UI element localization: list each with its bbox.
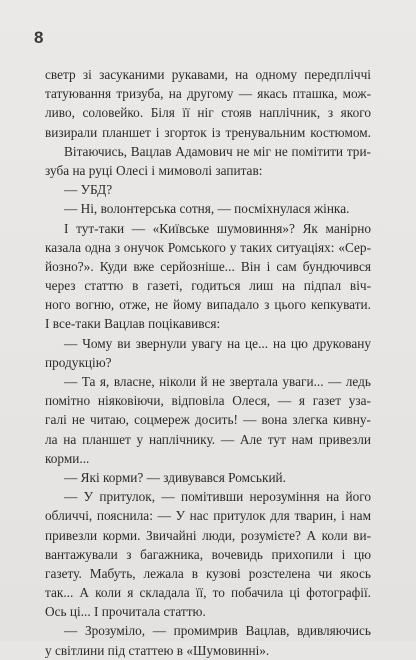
text-line: корми... xyxy=(45,450,90,466)
text-line: І все-таки Вацлав поцікавився: xyxy=(45,316,221,332)
text-line: — Які корми? — здивувався Ромський. xyxy=(64,469,286,485)
text-line: светр зі засуканими рукавами, на одному передпліччі xyxy=(45,67,371,82)
page-number: 8 xyxy=(34,28,44,47)
text-line: визирали планшет і згорток із тренувальним костюмом. xyxy=(45,124,371,140)
text-line: газету. Мабуть, лежала в кузові розстелена чи якось xyxy=(45,565,371,581)
text-line: — УБД? xyxy=(64,182,113,198)
text-line: йозно?». Куди вже серйозніше... Він і сам бундючився xyxy=(45,258,371,274)
text-line: ного вогню, отже, не йому випадало з цього кепкувати. xyxy=(45,297,371,313)
text-line: через статтю в газеті, годиться лиш на підпал віч- xyxy=(45,278,371,294)
text-line: зуба на руці Олесі і мимоволі запитав: xyxy=(45,162,263,178)
text-line: Ось ці... І прочитала статтю. xyxy=(45,604,206,620)
body-text xyxy=(45,65,371,660)
text-line: у світлини під статтею в «Шумовинні». xyxy=(45,642,270,658)
text-line: ливо, соловейко. Біля її ніг стояв наплічник, з якого xyxy=(45,105,371,121)
text-line: — У притулок, — помітивши нерозуміння на його xyxy=(64,489,371,505)
text-line: так... А коли я складала її, то побачила ці фотографії. xyxy=(45,585,371,601)
text-line: — Та я, власне, ніколи й не звертала уваги... — ледь xyxy=(64,374,371,389)
text-line: привезли корми. Звичайні люди, розумієте? А коли ви- xyxy=(45,527,371,543)
text-line: обличчі, пояснила: — У нас притулок для тварин, і нам xyxy=(45,508,371,524)
text-line: татуювання тризуба, на другому — якась пташка, мож- xyxy=(45,86,371,102)
text-line: галі не читаю, соцмереж досить! — вона злегка кивну- xyxy=(45,412,371,428)
text-line: вантажували з багажника, вочевидь прихопили і цю xyxy=(45,546,371,562)
text-line: — Чому ви звернули увагу на це... на цю друковану xyxy=(64,335,371,351)
text-line: продукцію? xyxy=(45,354,112,370)
text-line: Вітаючись, Вацлав Адамович не міг не помітити три- xyxy=(64,143,371,159)
text-line: — Зрозуміло, — промимрив Вацлав, вдивляючись xyxy=(64,623,371,639)
text-line: — Ні, волонтерська сотня, — посміхнулася жінка. xyxy=(64,201,350,217)
text-line: казала одна з онучок Ромського у таких ситуаціях: «Сер- xyxy=(45,239,371,255)
text-line: ла на планшет у наплічнику. — Але тут нам привезли xyxy=(45,431,371,447)
text-line: помітно ніяковіючи, відповіла Олеся, — я газет уза- xyxy=(45,393,371,409)
text-line: І тут-таки — «Київське шумовиння»? Як манірно xyxy=(64,220,371,236)
